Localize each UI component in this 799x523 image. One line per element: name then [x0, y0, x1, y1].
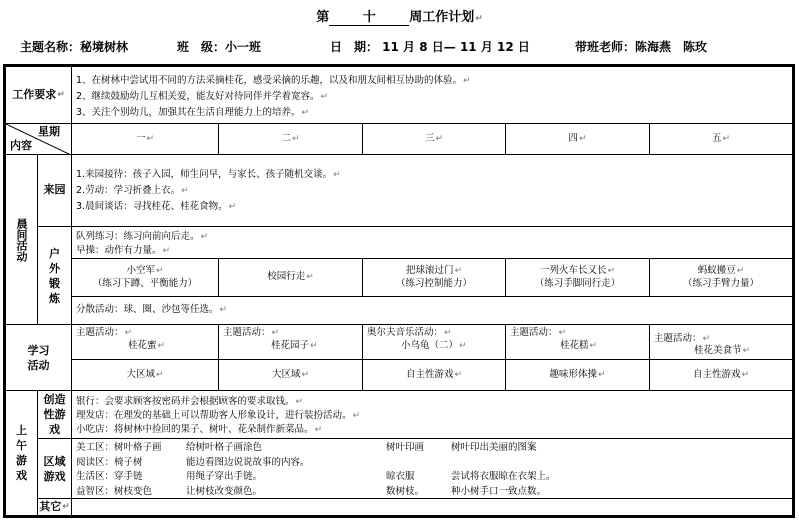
- study-theme-thursday: 主题活动：↵ 桂花糕↵: [505, 324, 650, 360]
- game-wednesday: 把球滚过门↵ （练习控制能力）: [362, 258, 506, 297]
- morning-play-label: 上午游戏: [5, 390, 38, 516]
- study-theme-monday: 主题活动：↵ 桂花蜜↵: [71, 324, 219, 360]
- day-tuesday: 二↵: [218, 123, 363, 155]
- creative-play-label: 创造性游戏: [37, 390, 72, 439]
- game-friday: 蚂蚁搬豆↵ （练习手臂力量）: [649, 258, 793, 297]
- area-row: 生活区：穿手链 用绳子穿出手链。 晾衣服 尝试将衣服晾在衣架上。: [76, 471, 556, 482]
- weekday-content-header: [5, 123, 72, 155]
- teachers: 带班老师：陈海燕 陈玫: [575, 40, 708, 54]
- arrival-content: 1.来园接待：孩子入园，师生问早，与家长、孩子随机交谈。↵ 2.劳动：学习折叠上衣。↵ 3.晨间谈话：寻找桂花、桂花食物。↵: [71, 154, 793, 227]
- game-thursday: 一列火车长又长↵ （练习手脚同行走）: [505, 258, 650, 297]
- game-monday: 小空军↵ （练习下蹲、平衡能力）: [71, 258, 219, 297]
- creative-play-content: 银行：会要求顾客按密码并会根据顾客的要求取钱。↵ 理发店：在理发的基础上可以帮助客人形象设计，进行装扮活动。↵ 小吃店：将树林中捡回的果子、树叶、花朵制作新菜品。↵: [71, 390, 793, 439]
- page-title: 第 十 周工作计划↵: [316, 10, 483, 25]
- weekday-label: 星期: [38, 125, 60, 138]
- morning-label: 晨间活动: [5, 154, 38, 325]
- scattered-activity: 分散活动：球、圈、沙包等任选。↵: [71, 296, 793, 325]
- study-area-wednesday: 自主性游戏↵: [362, 359, 506, 391]
- day-friday: 五↵: [649, 123, 793, 155]
- area-play-label: 区域游戏: [37, 438, 72, 499]
- area-row: 益智区：树枝变色 让树枝改变颜色。 数树枝。 种小树手口一致点数。: [76, 485, 547, 497]
- area-row: 阅读区：椅子树 能边看图边说说故事的内容。: [76, 456, 310, 468]
- arrival-label: 来园: [37, 154, 72, 227]
- area-play-content: [71, 438, 793, 499]
- content-label: 内容: [10, 139, 32, 152]
- formation-exercise: 队列练习：练习向前向后走。↵ 早操：动作有力量。↵: [71, 226, 793, 259]
- work-requirements-label: 工作要求 ↵: [5, 66, 72, 124]
- schedule-table: [3, 64, 795, 518]
- day-monday: 一↵: [71, 123, 219, 155]
- day-wednesday: 三↵: [362, 123, 506, 155]
- game-tuesday: 校园行走↵: [218, 258, 363, 297]
- outdoor-label: 户外锻炼: [37, 226, 72, 325]
- study-area-tuesday: 大区域↵: [218, 359, 363, 391]
- area-row: 美工区：树叶格子画 给树叶格子画涂色 树叶印画 树叶印出美丽的图案: [76, 442, 537, 453]
- theme-name: 主题名称：秘境树林: [20, 40, 129, 54]
- work-line: 3、关注个别幼儿，加强其在生活自理能力上的培养。↵: [76, 107, 310, 118]
- study-area-monday: 大区域↵: [71, 359, 219, 391]
- date-range: 日 期： 11 月 8 日— 11 月 12 日: [330, 40, 530, 54]
- study-label: 学习活动: [5, 324, 72, 391]
- study-theme-tuesday: 主题活动：↵ 桂花园子↵: [218, 324, 363, 360]
- study-area-thursday: 趣味形体操↵: [505, 359, 650, 391]
- work-line: 2、继续鼓励幼儿互相关爱，能友好对待同伴并学着宽容。↵: [76, 91, 329, 102]
- title-prefix: 第: [316, 10, 330, 25]
- title-week-number: 十: [329, 10, 409, 26]
- work-line: 1、在树林中尝试用不同的方法采摘桂花，感受采摘的乐趣，以及和朋友间相互协助的体验。↵: [76, 75, 471, 86]
- study-area-friday: 自主性游戏↵: [649, 359, 793, 391]
- class-name: 班 级：小一班: [177, 40, 262, 54]
- other-label: 其它 ↵: [37, 498, 72, 516]
- day-thursday: 四↵: [505, 123, 650, 155]
- other-content: [71, 498, 793, 516]
- title-suffix: 周工作计划: [409, 10, 475, 25]
- study-theme-wednesday: 奥尔夫音乐活动：↵ 小乌龟（二）↵: [362, 324, 506, 360]
- study-theme-friday: 主题活动：↵ 桂花美食节↵: [649, 324, 793, 360]
- work-requirements: [71, 66, 793, 124]
